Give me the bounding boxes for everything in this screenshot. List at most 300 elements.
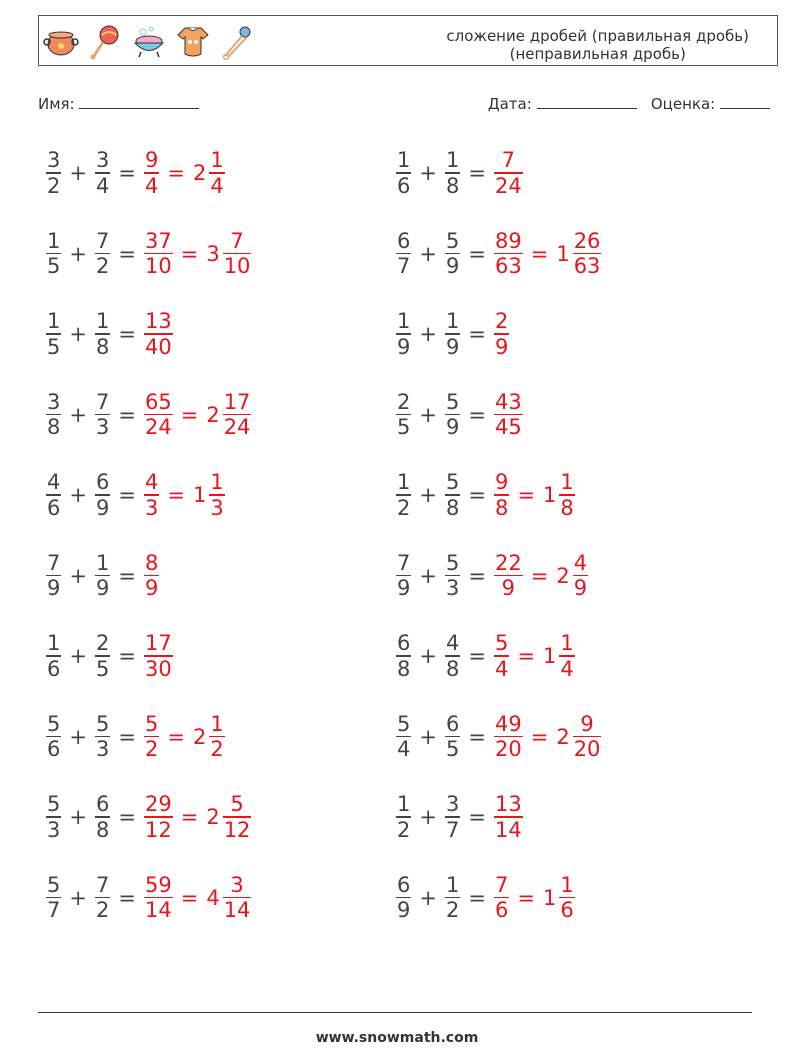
numerator: 1	[47, 631, 61, 656]
mixed-whole: 4	[206, 885, 220, 910]
numerator: 3	[47, 389, 61, 414]
denominator: 4	[210, 173, 224, 198]
fraction	[95, 873, 110, 923]
plus-sign: +	[419, 724, 437, 749]
fraction	[209, 712, 224, 762]
fraction	[494, 873, 509, 923]
numerator: 89	[494, 228, 522, 253]
mixed-whole: 1	[542, 483, 557, 507]
fraction	[494, 229, 523, 279]
numerator: 37	[144, 228, 172, 253]
fraction	[95, 390, 110, 440]
fraction	[396, 390, 411, 440]
equals-sign: =	[118, 563, 136, 588]
fraction	[46, 309, 61, 359]
plus-sign: +	[419, 483, 437, 507]
denominator: 2	[397, 817, 411, 842]
problem-item	[394, 707, 603, 767]
plus-sign: +	[69, 161, 87, 185]
fraction	[445, 390, 460, 440]
equals-sign: =	[167, 724, 185, 749]
numerator: 5	[95, 711, 110, 736]
numerator: 65	[144, 389, 172, 414]
numerator: 7	[501, 148, 516, 173]
fraction	[46, 470, 61, 520]
numerator: 1	[47, 228, 61, 253]
numerator: 6	[397, 228, 411, 253]
numerator: 1	[210, 470, 224, 495]
numerator: 1	[47, 309, 61, 334]
equals-sign: =	[530, 563, 549, 588]
plus-sign: +	[419, 402, 437, 427]
mixed-whole: 2	[556, 563, 570, 588]
numerator: 1	[560, 470, 574, 495]
numerator: 13	[144, 309, 172, 334]
fraction	[144, 712, 159, 762]
equals-sign: =	[468, 483, 486, 507]
denominator: 6	[47, 656, 61, 681]
fraction	[46, 792, 61, 842]
denominator: 3	[144, 495, 159, 520]
fraction	[396, 712, 411, 762]
denominator: 63	[494, 254, 522, 279]
numerator: 22	[494, 550, 522, 575]
denominator: 40	[144, 334, 172, 359]
numerator: 9	[580, 711, 594, 736]
denominator: 24	[494, 173, 522, 198]
equals-sign: =	[468, 724, 486, 749]
numerator: 1	[95, 309, 110, 334]
denominator: 9	[494, 334, 509, 359]
equals-sign: =	[118, 161, 136, 185]
denominator: 9	[47, 576, 61, 601]
plus-sign: +	[69, 724, 87, 749]
fraction	[494, 148, 523, 198]
denominator: 6	[560, 898, 574, 923]
denominator: 6	[47, 737, 61, 762]
denominator: 8	[445, 495, 460, 520]
equals-sign: =	[167, 483, 185, 507]
equals-sign: =	[468, 161, 486, 185]
mixed-whole: 2	[556, 724, 570, 749]
fraction	[144, 390, 173, 440]
problem-item	[44, 707, 227, 767]
fraction	[46, 390, 61, 440]
fraction	[396, 229, 411, 279]
name-label: Имя:	[38, 95, 75, 113]
numerator: 6	[95, 792, 110, 817]
equals-sign: =	[517, 644, 535, 668]
numerator: 8	[144, 550, 159, 575]
denominator: 14	[144, 898, 172, 923]
plus-sign: +	[419, 563, 437, 588]
fraction	[46, 712, 61, 762]
plus-sign: +	[69, 241, 87, 266]
plus-sign: +	[419, 161, 437, 185]
numerator: 4	[445, 631, 460, 656]
fraction	[144, 551, 159, 601]
denominator: 2	[95, 254, 110, 279]
fraction	[445, 712, 460, 762]
numerator: 7	[95, 389, 110, 414]
problem-item	[394, 546, 590, 606]
problem-item	[44, 304, 175, 364]
fraction	[396, 470, 411, 520]
numerator: 59	[144, 872, 172, 897]
numerator: 2	[397, 389, 411, 414]
numerator: 5	[445, 470, 460, 495]
equals-sign: =	[530, 724, 549, 749]
mixed-whole: 2	[192, 724, 207, 749]
mixed-whole: 2	[206, 805, 220, 829]
numerator: 6	[445, 711, 460, 736]
numerator: 2	[494, 309, 509, 334]
fraction	[445, 148, 460, 198]
mixed-whole: 1	[192, 483, 207, 507]
denominator: 3	[95, 737, 110, 762]
numerator: 1	[445, 872, 460, 897]
denominator: 3	[445, 576, 460, 601]
denominator: 5	[47, 254, 61, 279]
numerator: 9	[494, 470, 509, 495]
fraction	[144, 229, 173, 279]
fraction	[445, 470, 460, 520]
date-label: Дата:	[487, 95, 532, 113]
denominator: 8	[560, 495, 574, 520]
numerator: 7	[95, 872, 110, 897]
denominator: 8	[494, 495, 509, 520]
fraction	[445, 551, 460, 601]
footer-divider	[38, 1012, 752, 1013]
denominator: 9	[95, 576, 110, 601]
numerator: 1	[210, 711, 224, 736]
fraction	[46, 229, 61, 279]
numerator: 29	[144, 792, 172, 817]
denominator: 9	[144, 576, 159, 601]
fraction	[494, 390, 523, 440]
fraction	[95, 631, 110, 681]
denominator: 5	[95, 656, 110, 681]
worksheet-title	[446, 27, 749, 63]
denominator: 2	[144, 737, 159, 762]
equals-sign: =	[180, 805, 199, 829]
problem-item	[394, 626, 577, 686]
fraction	[95, 309, 110, 359]
numerator: 4	[573, 550, 588, 575]
numerator: 13	[494, 792, 522, 817]
numerator: 4	[47, 470, 61, 495]
fraction	[445, 229, 460, 279]
problem-item	[44, 868, 253, 928]
denominator: 2	[210, 737, 224, 762]
denominator: 4	[397, 737, 411, 762]
fraction	[95, 792, 110, 842]
equals-sign: =	[180, 241, 199, 266]
title-line-2: (неправильная дробь)	[509, 45, 686, 63]
denominator: 63	[573, 254, 601, 279]
numerator: 1	[95, 550, 110, 575]
problem-item	[44, 546, 161, 606]
problem-item	[44, 626, 175, 686]
baby-pot-icon	[43, 24, 79, 60]
denominator: 4	[95, 173, 110, 198]
equals-sign: =	[468, 805, 486, 829]
denominator: 8	[95, 334, 110, 359]
denominator: 7	[445, 817, 460, 842]
problem-item	[394, 868, 577, 928]
equals-sign: =	[468, 241, 486, 266]
fraction	[559, 631, 574, 681]
problem-item	[44, 224, 253, 284]
denominator: 45	[494, 415, 522, 440]
fraction	[396, 792, 411, 842]
title-line-1: сложение дробей (правильная дробь)	[446, 27, 749, 45]
denominator: 24	[223, 415, 251, 440]
fraction	[95, 148, 110, 198]
fraction	[396, 551, 411, 601]
numerator: 1	[210, 148, 224, 173]
fraction	[144, 309, 173, 359]
fraction	[223, 229, 252, 279]
numerator: 43	[494, 389, 522, 414]
numerator: 5	[47, 792, 61, 817]
fraction	[559, 470, 574, 520]
numerator: 1	[560, 631, 574, 656]
problem-item	[394, 224, 603, 284]
equals-sign: =	[167, 161, 185, 185]
baby-bodysuit-icon	[175, 24, 211, 60]
numerator: 17	[144, 631, 172, 656]
denominator: 5	[397, 415, 411, 440]
fraction	[144, 873, 173, 923]
fraction	[46, 873, 61, 923]
denominator: 9	[573, 576, 588, 601]
fraction	[46, 631, 61, 681]
numerator: 3	[445, 792, 460, 817]
numerator: 5	[144, 711, 159, 736]
numerator: 6	[397, 872, 411, 897]
grade-label: Оценка:	[650, 95, 716, 113]
numerator: 49	[494, 711, 522, 736]
numerator: 6	[397, 631, 411, 656]
denominator: 9	[397, 576, 411, 601]
denominator: 9	[397, 898, 411, 923]
equals-sign: =	[468, 885, 486, 910]
numerator: 1	[397, 470, 411, 495]
numerator: 3	[47, 148, 61, 173]
fraction	[46, 148, 61, 198]
fraction	[573, 712, 602, 762]
denominator: 3	[95, 415, 110, 440]
equals-sign: =	[468, 402, 486, 427]
numerator: 3	[230, 872, 244, 897]
numerator: 1	[397, 792, 411, 817]
mixed-whole: 1	[542, 885, 557, 910]
plus-sign: +	[69, 885, 87, 910]
problem-item	[44, 465, 227, 525]
equals-sign: =	[118, 885, 136, 910]
name-blank[interactable]	[79, 94, 199, 109]
numerator: 7	[397, 550, 411, 575]
denominator: 7	[47, 898, 61, 923]
numerator: 6	[95, 470, 110, 495]
denominator: 3	[210, 495, 224, 520]
equals-sign: =	[118, 402, 136, 427]
numerator: 7	[95, 228, 110, 253]
denominator: 5	[445, 737, 460, 762]
name-field	[38, 94, 199, 113]
denominator: 4	[560, 656, 574, 681]
fraction	[445, 631, 460, 681]
plus-sign: +	[419, 241, 437, 266]
denominator: 2	[47, 173, 61, 198]
plus-sign: +	[69, 402, 87, 427]
numerator: 5	[445, 389, 460, 414]
equals-sign: =	[180, 402, 199, 427]
denominator: 8	[397, 656, 411, 681]
fraction	[396, 309, 411, 359]
mixed-whole: 1	[556, 241, 570, 266]
plus-sign: +	[69, 483, 87, 507]
equals-sign: =	[118, 724, 136, 749]
numerator: 7	[230, 228, 244, 253]
plus-sign: +	[69, 322, 87, 346]
denominator: 8	[445, 173, 460, 198]
numerator: 1	[560, 872, 574, 897]
denominator: 8	[95, 817, 110, 842]
fraction	[144, 631, 173, 681]
numerator: 5	[230, 792, 244, 817]
numerator: 9	[144, 148, 159, 173]
problem-item	[394, 787, 525, 847]
problem-item	[44, 787, 253, 847]
grade-blank[interactable]	[720, 94, 770, 109]
denominator: 14	[494, 817, 522, 842]
numerator: 5	[47, 872, 61, 897]
problem-item	[394, 385, 525, 445]
denominator: 8	[47, 415, 61, 440]
fraction	[209, 470, 224, 520]
plus-sign: +	[69, 805, 87, 829]
denominator: 6	[47, 495, 61, 520]
denominator: 4	[494, 656, 509, 681]
denominator: 10	[144, 254, 172, 279]
mixed-whole: 2	[192, 161, 207, 185]
equals-sign: =	[517, 885, 535, 910]
equals-sign: =	[530, 241, 549, 266]
fraction	[494, 792, 523, 842]
plus-sign: +	[419, 805, 437, 829]
numerator: 5	[494, 631, 509, 656]
date-grade-fields	[488, 94, 770, 113]
fraction	[144, 470, 159, 520]
numerator: 1	[445, 309, 460, 334]
denominator: 8	[445, 656, 460, 681]
denominator: 24	[144, 415, 172, 440]
denominator: 2	[95, 898, 110, 923]
denominator: 4	[144, 173, 159, 198]
denominator: 9	[445, 334, 460, 359]
numerator: 1	[397, 148, 411, 173]
equals-sign: =	[468, 644, 486, 668]
denominator: 6	[397, 173, 411, 198]
fraction	[209, 148, 224, 198]
equals-sign: =	[118, 483, 136, 507]
numerator: 5	[47, 711, 61, 736]
problem-item	[394, 143, 525, 203]
fraction	[573, 551, 588, 601]
denominator: 12	[223, 817, 251, 842]
fraction	[445, 309, 460, 359]
numerator: 7	[47, 550, 61, 575]
fraction	[494, 631, 509, 681]
mixed-whole: 1	[542, 644, 557, 668]
equals-sign: =	[468, 322, 486, 346]
denominator: 6	[494, 898, 509, 923]
rattle-icon	[87, 24, 123, 60]
bath-tub-icon	[131, 24, 167, 60]
denominator: 9	[397, 334, 411, 359]
fraction	[95, 470, 110, 520]
equals-sign: =	[517, 483, 535, 507]
denominator: 14	[223, 898, 251, 923]
fraction	[396, 873, 411, 923]
denominator: 20	[494, 737, 522, 762]
denominator: 9	[445, 254, 460, 279]
numerator: 7	[494, 872, 509, 897]
equals-sign: =	[118, 241, 136, 266]
equals-sign: =	[118, 322, 136, 346]
denominator: 30	[144, 656, 172, 681]
denominator: 9	[95, 495, 110, 520]
safety-pin-icon	[219, 24, 255, 60]
problem-item	[394, 304, 511, 364]
fraction	[144, 148, 159, 198]
denominator: 7	[397, 254, 411, 279]
fraction	[494, 712, 523, 762]
fraction	[445, 792, 460, 842]
numerator: 17	[223, 389, 251, 414]
fraction	[46, 551, 61, 601]
footer-url: www.snowmath.com	[315, 1030, 479, 1046]
fraction	[144, 792, 173, 842]
problem-item	[394, 465, 577, 525]
numerator: 26	[573, 228, 601, 253]
plus-sign: +	[419, 885, 437, 910]
numerator: 1	[445, 148, 460, 173]
date-blank[interactable]	[537, 94, 637, 109]
mixed-whole: 3	[206, 241, 220, 266]
equals-sign: =	[118, 805, 136, 829]
equals-sign: =	[468, 563, 486, 588]
denominator: 3	[47, 817, 61, 842]
denominator: 20	[573, 737, 601, 762]
denominator: 2	[397, 495, 411, 520]
fraction	[95, 551, 110, 601]
denominator: 5	[47, 334, 61, 359]
fraction	[396, 631, 411, 681]
numerator: 5	[445, 228, 460, 253]
fraction	[559, 873, 574, 923]
plus-sign: +	[419, 644, 437, 668]
plus-sign: +	[419, 322, 437, 346]
fraction	[445, 873, 460, 923]
fraction	[573, 229, 602, 279]
fraction	[223, 873, 252, 923]
fraction	[494, 470, 509, 520]
fraction	[223, 390, 252, 440]
denominator: 12	[144, 817, 172, 842]
